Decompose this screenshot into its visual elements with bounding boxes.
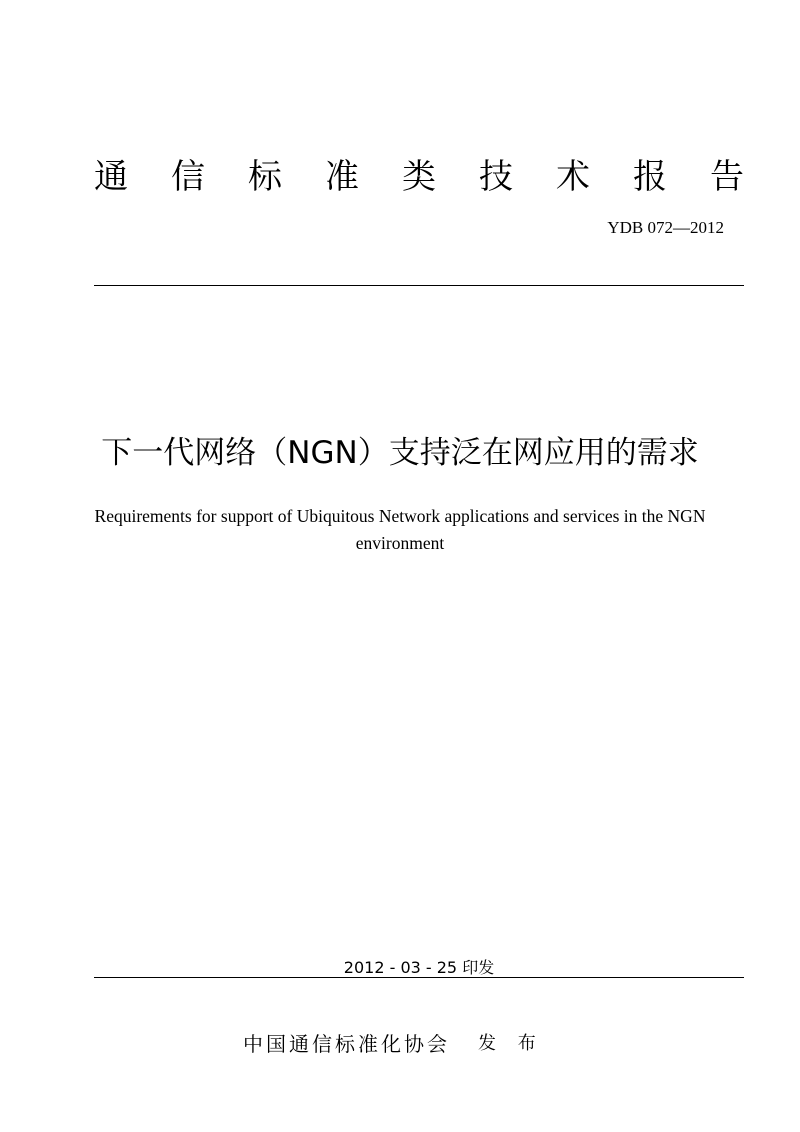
publish-label: 发 布 (478, 1033, 544, 1054)
report-type-char: 报 (633, 157, 667, 197)
report-type-char: 通 (94, 157, 128, 197)
english-title: Requirements for support of Ubiquitous Network applications and services in the NGN environment (94, 506, 706, 553)
report-type-char: 类 (402, 157, 436, 197)
report-type-char: 信 (171, 157, 205, 197)
report-type-char: 告 (710, 157, 744, 197)
report-type-heading (94, 152, 744, 202)
publisher-line (243, 1030, 544, 1058)
report-type-char: 技 (479, 157, 513, 197)
report-type-char: 术 (556, 157, 590, 197)
chinese-title: 下一代网络（NGN）支持泛在网应用的需求 (101, 435, 699, 471)
bottom-divider (94, 977, 744, 978)
report-type-char: 准 (325, 157, 359, 197)
top-divider (94, 285, 744, 286)
report-type-char: 标 (248, 157, 282, 197)
publisher-name: 中国通信标准化协会 (243, 1032, 450, 1056)
issue-date: 2012 - 03 - 25 印发 (343, 958, 495, 977)
document-number: YDB 072—2012 (607, 218, 724, 237)
